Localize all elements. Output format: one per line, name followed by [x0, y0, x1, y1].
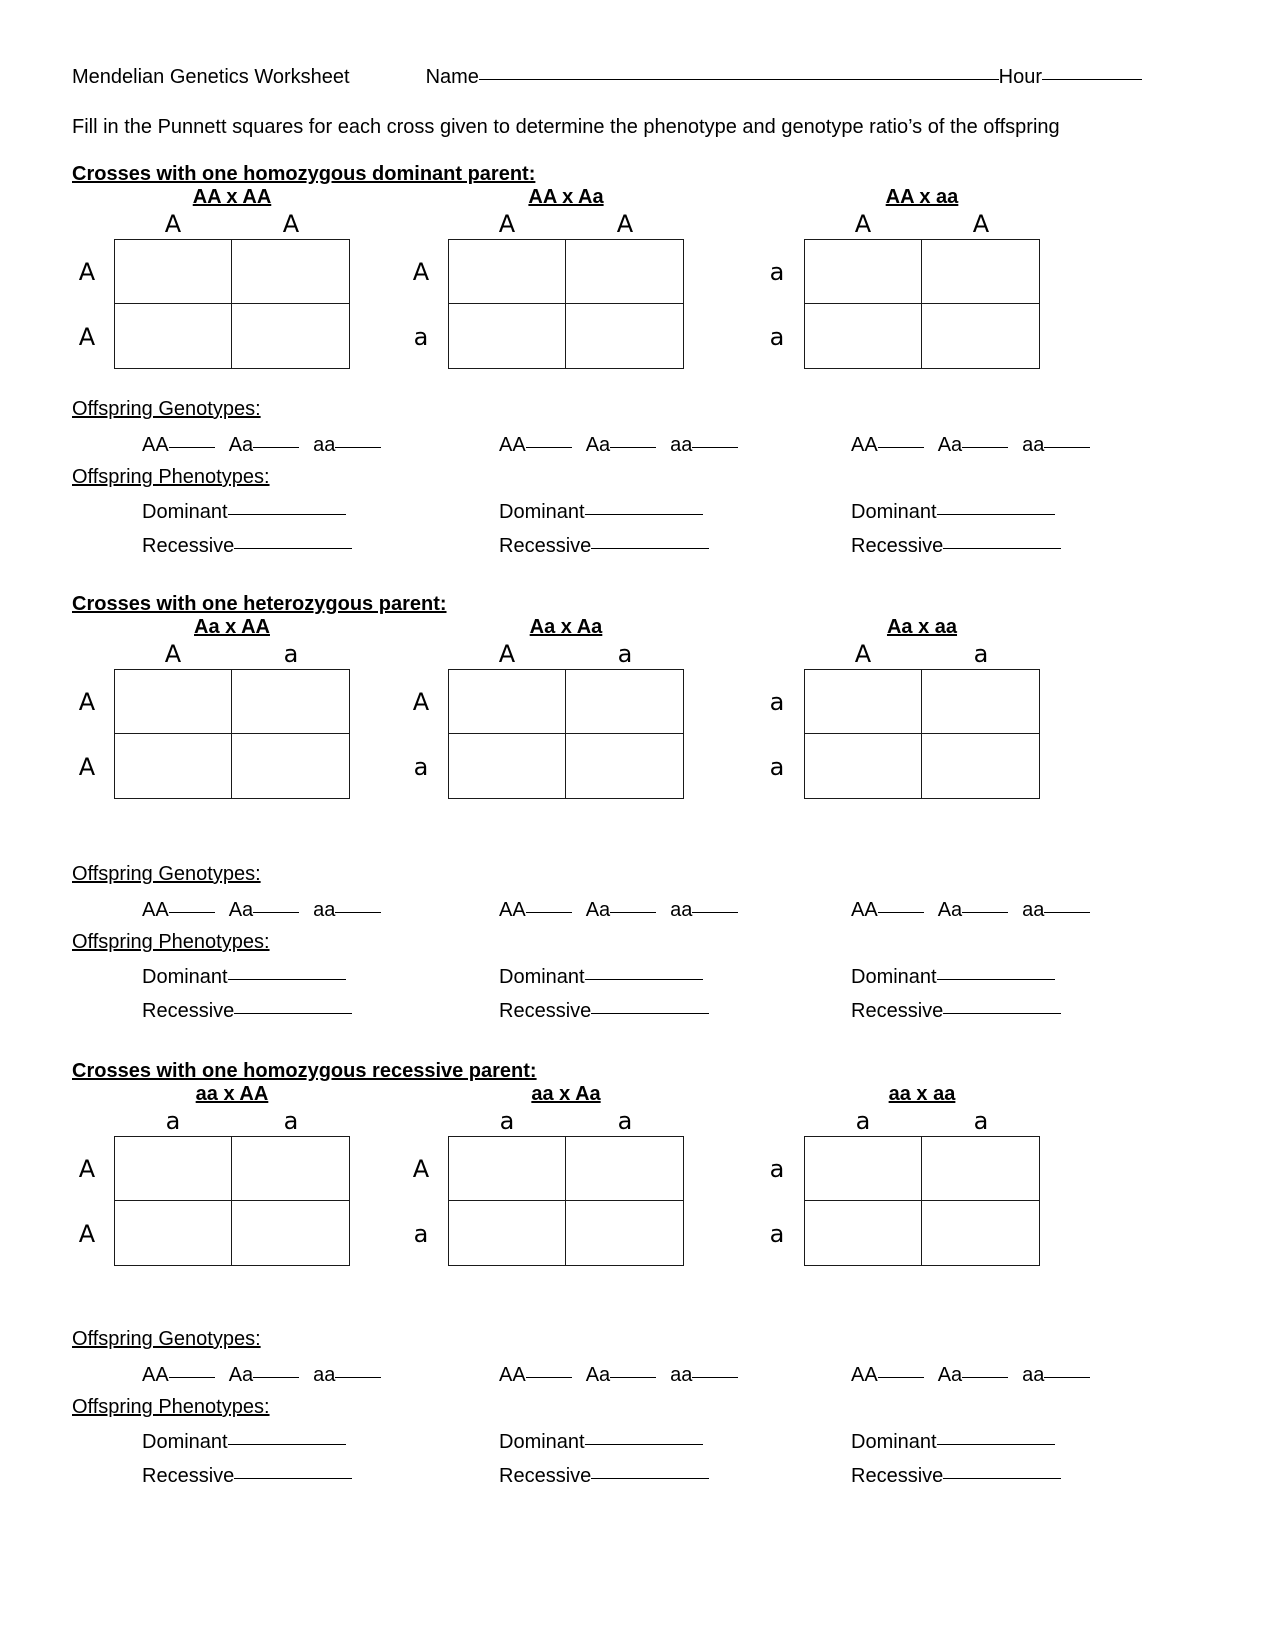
cross-title: AA x Aa [528, 186, 604, 208]
top-allele-row [804, 209, 1040, 239]
recessive-label: Recessive [142, 1465, 235, 1487]
punnett-square[interactable] [448, 1136, 684, 1266]
genotype-AA-blank[interactable] [526, 447, 572, 448]
genotype-AA-blank[interactable] [169, 447, 215, 448]
punnett-cell[interactable] [805, 240, 922, 304]
punnett-square[interactable] [804, 239, 1040, 369]
side-allele-1: A [78, 1219, 96, 1248]
dominant-answer-line [851, 501, 1055, 524]
top-allele-1: a [617, 1107, 633, 1135]
dominant-answer-line [499, 1431, 703, 1454]
genotype-Aa-blank[interactable] [253, 1377, 299, 1378]
side-allele-1: a [413, 322, 429, 351]
punnett-cell[interactable] [566, 304, 683, 368]
genotype-AA-label: AA [499, 434, 526, 456]
side-allele-column [406, 239, 448, 369]
recessive-blank[interactable] [943, 548, 1061, 549]
top-allele-1: a [973, 1107, 989, 1135]
top-allele-row [114, 639, 350, 669]
genotype-AA-blank[interactable] [878, 1377, 924, 1378]
punnett-cell[interactable] [115, 240, 232, 304]
genotype-AA-label: AA [142, 434, 169, 456]
punnett-square[interactable] [448, 669, 684, 799]
top-allele-row [804, 1106, 1040, 1136]
dominant-answer-line [499, 966, 703, 989]
punnett-cell[interactable] [566, 670, 683, 734]
genotype-aa-blank[interactable] [335, 447, 381, 448]
punnett-cell[interactable] [449, 1137, 566, 1201]
genotype-aa-label: aa [670, 1364, 693, 1386]
genotype-answer-line [851, 1364, 1090, 1387]
punnett-cell[interactable] [566, 1137, 683, 1201]
genotype-answer-line [142, 899, 381, 922]
cross-title: AA x aa [885, 186, 959, 208]
genotype-aa-label: aa [1022, 434, 1045, 456]
punnett-block [72, 1083, 350, 1266]
top-allele-0: A [854, 210, 872, 238]
side-allele-1: a [413, 752, 429, 781]
punnett-cell[interactable] [115, 1201, 232, 1265]
side-allele-1: a [769, 322, 785, 351]
top-allele-1: a [617, 640, 633, 668]
genotype-answer-line [142, 434, 381, 457]
side-allele-column [72, 669, 114, 799]
punnett-cell[interactable] [449, 1201, 566, 1265]
genotype-Aa-label: Aa [228, 899, 254, 921]
top-allele-1: a [973, 640, 989, 668]
side-allele-column [72, 239, 114, 369]
punnett-cell[interactable] [566, 240, 683, 304]
genotype-answer-line [499, 1364, 738, 1387]
offspring-phenotypes-label: Offspring Phenotypes: [72, 466, 270, 488]
top-allele-0: A [498, 640, 516, 668]
punnett-block [762, 186, 1040, 369]
side-allele-column [762, 239, 804, 369]
genotype-aa-label: aa [313, 899, 336, 921]
recessive-blank[interactable] [234, 1013, 352, 1014]
cross-title: Aa x AA [194, 616, 270, 638]
recessive-answer-line [142, 535, 352, 558]
genotype-Aa-blank[interactable] [253, 912, 299, 913]
punnett-cell[interactable] [449, 240, 566, 304]
cross-title: AA x AA [192, 186, 272, 208]
name-blank-line[interactable] [479, 79, 999, 80]
side-allele-1: a [769, 752, 785, 781]
genotype-Aa-label: Aa [585, 434, 611, 456]
punnett-cell[interactable] [922, 1201, 1039, 1265]
punnett-cell[interactable] [805, 734, 922, 798]
recessive-blank[interactable] [234, 548, 352, 549]
recessive-label: Recessive [142, 1000, 235, 1022]
cross-title: aa x Aa [531, 1083, 601, 1105]
punnett-square[interactable] [114, 669, 350, 799]
dominant-blank[interactable] [585, 514, 703, 515]
punnett-block [72, 186, 350, 369]
punnett-block [406, 616, 684, 799]
genotype-AA-blank[interactable] [526, 912, 572, 913]
top-allele-1: A [972, 210, 990, 238]
punnett-cell[interactable] [232, 240, 349, 304]
cross-title: Aa x aa [886, 616, 958, 638]
genotype-aa-blank[interactable] [1044, 447, 1090, 448]
genotype-AA-blank[interactable] [526, 1377, 572, 1378]
section-heading: Crosses with one homozygous dominant parent: [72, 163, 536, 185]
top-allele-0: a [855, 1107, 871, 1135]
recessive-label: Recessive [851, 1465, 944, 1487]
top-allele-0: A [164, 640, 182, 668]
worksheet-title: Mendelian Genetics Worksheet [72, 66, 350, 88]
recessive-blank[interactable] [943, 1013, 1061, 1014]
top-allele-1: a [283, 1107, 299, 1135]
side-allele-0: A [78, 687, 96, 716]
punnett-block [406, 186, 684, 369]
top-allele-row [114, 1106, 350, 1136]
genotype-aa-blank[interactable] [692, 912, 738, 913]
recessive-blank[interactable] [591, 1478, 709, 1479]
genotype-AA-label: AA [499, 899, 526, 921]
recessive-blank[interactable] [943, 1478, 1061, 1479]
dominant-label: Dominant [499, 966, 585, 988]
genotype-Aa-label: Aa [937, 899, 963, 921]
cross-title: aa x AA [195, 1083, 269, 1105]
genotype-Aa-blank[interactable] [962, 447, 1008, 448]
recessive-label: Recessive [142, 535, 235, 557]
dominant-label: Dominant [499, 1431, 585, 1453]
dominant-label: Dominant [142, 1431, 228, 1453]
offspring-phenotypes-label: Offspring Phenotypes: [72, 931, 270, 953]
genotype-AA-label: AA [851, 1364, 878, 1386]
side-allele-0: A [412, 1154, 430, 1183]
dominant-blank[interactable] [585, 979, 703, 980]
top-allele-1: A [616, 210, 634, 238]
dominant-blank[interactable] [228, 514, 346, 515]
header [72, 66, 1142, 89]
offspring-genotypes-label: Offspring Genotypes: [72, 398, 261, 420]
punnett-cell[interactable] [805, 1137, 922, 1201]
dominant-answer-line [499, 501, 703, 524]
genotype-Aa-label: Aa [228, 434, 254, 456]
recessive-label: Recessive [851, 535, 944, 557]
recessive-answer-line [499, 1465, 709, 1488]
punnett-block [762, 1083, 1040, 1266]
dominant-blank[interactable] [937, 979, 1055, 980]
punnett-cell[interactable] [922, 304, 1039, 368]
name-label: Name [425, 66, 479, 88]
offspring-genotypes-label: Offspring Genotypes: [72, 863, 261, 885]
genotype-answer-line [851, 434, 1090, 457]
top-allele-0: A [498, 210, 516, 238]
side-allele-0: A [78, 1154, 96, 1183]
genotype-Aa-label: Aa [585, 1364, 611, 1386]
dominant-answer-line [142, 501, 346, 524]
punnett-block [762, 616, 1040, 799]
punnett-cell[interactable] [232, 1137, 349, 1201]
genotype-Aa-blank[interactable] [610, 447, 656, 448]
genotype-Aa-label: Aa [937, 1364, 963, 1386]
genotype-AA-label: AA [851, 434, 878, 456]
genotype-AA-label: AA [499, 1364, 526, 1386]
genotype-aa-label: aa [313, 434, 336, 456]
side-allele-1: A [78, 752, 96, 781]
punnett-square[interactable] [804, 669, 1040, 799]
genotype-aa-blank[interactable] [1044, 1377, 1090, 1378]
recessive-blank[interactable] [591, 548, 709, 549]
top-allele-row [448, 209, 684, 239]
genotype-answer-line [142, 1364, 381, 1387]
section-heading: Crosses with one homozygous recessive parent: [72, 1060, 537, 1082]
punnett-cell[interactable] [805, 670, 922, 734]
genotype-aa-label: aa [1022, 1364, 1045, 1386]
punnett-cell[interactable] [449, 670, 566, 734]
genotype-Aa-blank[interactable] [962, 912, 1008, 913]
recessive-answer-line [142, 1465, 352, 1488]
dominant-answer-line [851, 1431, 1055, 1454]
genotype-AA-label: AA [851, 899, 878, 921]
genotype-Aa-label: Aa [937, 434, 963, 456]
dominant-label: Dominant [851, 501, 937, 523]
genotype-Aa-label: Aa [228, 1364, 254, 1386]
side-allele-column [762, 1136, 804, 1266]
genotype-Aa-blank[interactable] [610, 912, 656, 913]
side-allele-column [406, 669, 448, 799]
genotype-Aa-blank[interactable] [962, 1377, 1008, 1378]
genotype-answer-line [851, 899, 1090, 922]
hour-label: Hour [998, 66, 1042, 88]
top-allele-1: a [283, 640, 299, 668]
recessive-label: Recessive [851, 1000, 944, 1022]
top-allele-0: A [164, 210, 182, 238]
side-allele-column [762, 669, 804, 799]
genotype-Aa-blank[interactable] [610, 1377, 656, 1378]
top-allele-0: A [854, 640, 872, 668]
genotype-aa-blank[interactable] [692, 1377, 738, 1378]
punnett-square[interactable] [114, 1136, 350, 1266]
genotype-AA-blank[interactable] [878, 912, 924, 913]
punnett-cell[interactable] [805, 1201, 922, 1265]
punnett-square[interactable] [804, 1136, 1040, 1266]
punnett-cell[interactable] [115, 734, 232, 798]
recessive-blank[interactable] [234, 1478, 352, 1479]
punnett-square[interactable] [114, 239, 350, 369]
punnett-cell[interactable] [449, 734, 566, 798]
side-allele-0: A [412, 257, 430, 286]
section-heading: Crosses with one heterozygous parent: [72, 593, 447, 615]
dominant-label: Dominant [851, 966, 937, 988]
genotype-aa-blank[interactable] [335, 912, 381, 913]
recessive-blank[interactable] [591, 1013, 709, 1014]
side-allele-0: a [769, 1154, 785, 1183]
punnett-cell[interactable] [232, 670, 349, 734]
top-allele-0: a [499, 1107, 515, 1135]
genotype-aa-label: aa [670, 434, 693, 456]
recessive-answer-line [851, 1465, 1061, 1488]
dominant-label: Dominant [499, 501, 585, 523]
top-allele-1: A [282, 210, 300, 238]
genotype-AA-label: AA [142, 899, 169, 921]
dominant-label: Dominant [142, 501, 228, 523]
recessive-answer-line [851, 1000, 1061, 1023]
punnett-cell[interactable] [232, 734, 349, 798]
genotype-answer-line [499, 434, 738, 457]
dominant-answer-line [142, 1431, 346, 1454]
offspring-genotypes-label: Offspring Genotypes: [72, 1328, 261, 1350]
punnett-cell[interactable] [232, 304, 349, 368]
punnett-cell[interactable] [232, 1201, 349, 1265]
genotype-Aa-blank[interactable] [253, 447, 299, 448]
dominant-blank[interactable] [228, 1444, 346, 1445]
recessive-answer-line [499, 535, 709, 558]
recessive-label: Recessive [499, 535, 592, 557]
offspring-phenotypes-label: Offspring Phenotypes: [72, 1396, 270, 1418]
genotype-Aa-label: Aa [585, 899, 611, 921]
punnett-square[interactable] [448, 239, 684, 369]
punnett-cell[interactable] [566, 1201, 683, 1265]
top-allele-row [448, 1106, 684, 1136]
dominant-blank[interactable] [228, 979, 346, 980]
punnett-block [72, 616, 350, 799]
punnett-cell[interactable] [922, 734, 1039, 798]
genotype-AA-blank[interactable] [878, 447, 924, 448]
recessive-label: Recessive [499, 1465, 592, 1487]
cross-title: aa x aa [888, 1083, 956, 1105]
punnett-cell[interactable] [566, 734, 683, 798]
top-allele-row [114, 209, 350, 239]
genotype-AA-blank[interactable] [169, 912, 215, 913]
punnett-block [406, 1083, 684, 1266]
side-allele-0: a [769, 257, 785, 286]
genotype-AA-blank[interactable] [169, 1377, 215, 1378]
punnett-cell[interactable] [115, 304, 232, 368]
instructions-text: Fill in the Punnett squares for each cross given to determine the phenotype and genotype ratio’s of the offspring [72, 116, 1060, 138]
side-allele-1: A [78, 322, 96, 351]
punnett-cell[interactable] [115, 1137, 232, 1201]
genotype-aa-label: aa [670, 899, 693, 921]
side-allele-1: a [413, 1219, 429, 1248]
genotype-aa-blank[interactable] [335, 1377, 381, 1378]
punnett-cell[interactable] [115, 670, 232, 734]
side-allele-1: a [769, 1219, 785, 1248]
recessive-answer-line [499, 1000, 709, 1023]
recessive-label: Recessive [499, 1000, 592, 1022]
dominant-blank[interactable] [937, 1444, 1055, 1445]
dominant-label: Dominant [142, 966, 228, 988]
top-allele-row [804, 639, 1040, 669]
genotype-aa-label: aa [1022, 899, 1045, 921]
punnett-cell[interactable] [805, 304, 922, 368]
side-allele-0: a [769, 687, 785, 716]
dominant-blank[interactable] [937, 514, 1055, 515]
top-allele-row [448, 639, 684, 669]
punnett-cell[interactable] [922, 240, 1039, 304]
side-allele-column [72, 1136, 114, 1266]
dominant-answer-line [851, 966, 1055, 989]
hour-blank-line[interactable] [1042, 79, 1142, 80]
recessive-answer-line [851, 535, 1061, 558]
genotype-aa-label: aa [313, 1364, 336, 1386]
punnett-cell[interactable] [922, 670, 1039, 734]
side-allele-0: A [78, 257, 96, 286]
genotype-answer-line [499, 899, 738, 922]
genotype-aa-blank[interactable] [692, 447, 738, 448]
genotype-AA-label: AA [142, 1364, 169, 1386]
punnett-cell[interactable] [449, 304, 566, 368]
side-allele-column [406, 1136, 448, 1266]
top-allele-0: a [165, 1107, 181, 1135]
genotype-aa-blank[interactable] [1044, 912, 1090, 913]
side-allele-0: A [412, 687, 430, 716]
punnett-cell[interactable] [922, 1137, 1039, 1201]
dominant-label: Dominant [851, 1431, 937, 1453]
dominant-blank[interactable] [585, 1444, 703, 1445]
dominant-answer-line [142, 966, 346, 989]
cross-title: Aa x Aa [529, 616, 603, 638]
recessive-answer-line [142, 1000, 352, 1023]
